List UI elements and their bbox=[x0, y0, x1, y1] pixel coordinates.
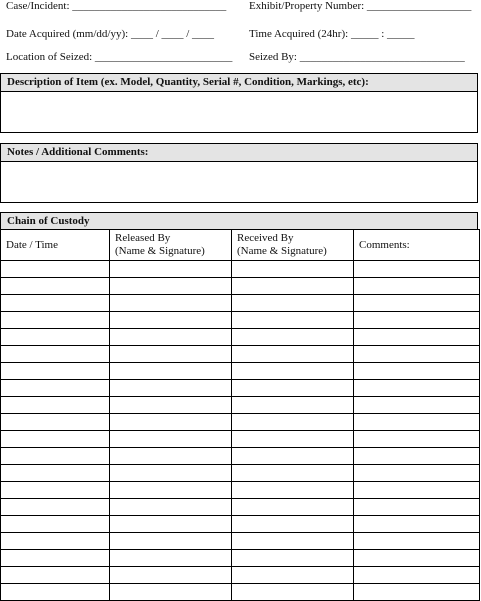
released-by-cell[interactable] bbox=[110, 550, 232, 567]
comments-cell[interactable] bbox=[354, 567, 480, 584]
column-header-line2: (Name & Signature) bbox=[115, 245, 205, 257]
table-header-row bbox=[1, 230, 480, 261]
table-row bbox=[1, 380, 480, 397]
released-by-cell[interactable] bbox=[110, 380, 232, 397]
column-header-line2: (Name & Signature) bbox=[237, 245, 327, 257]
chain-of-custody-heading: Chain of Custody bbox=[1, 213, 477, 230]
received-by-cell[interactable] bbox=[232, 380, 354, 397]
notes-input[interactable] bbox=[1, 162, 477, 207]
date-time-cell[interactable] bbox=[1, 414, 110, 431]
column-header-line1: Received By bbox=[237, 232, 294, 244]
table-row bbox=[1, 414, 480, 431]
released-by-cell[interactable] bbox=[110, 363, 232, 380]
received-by-cell[interactable] bbox=[232, 295, 354, 312]
location-seized-field[interactable]: Location of Seized: _________________________ bbox=[6, 51, 233, 63]
comments-cell[interactable] bbox=[354, 329, 480, 346]
table-row bbox=[1, 465, 480, 482]
released-by-cell[interactable] bbox=[110, 499, 232, 516]
date-time-cell[interactable] bbox=[1, 465, 110, 482]
date-time-cell[interactable] bbox=[1, 380, 110, 397]
seized-by-field[interactable]: Seized By: ______________________________ bbox=[249, 51, 465, 63]
notes-section bbox=[0, 143, 478, 203]
case-incident-field[interactable]: Case/Incident: ____________________________ bbox=[6, 0, 227, 12]
released-by-cell[interactable] bbox=[110, 295, 232, 312]
date-time-cell[interactable] bbox=[1, 278, 110, 295]
column-header-line1: Date / Time bbox=[6, 238, 58, 251]
received-by-cell[interactable] bbox=[232, 261, 354, 278]
chain-of-custody-table bbox=[0, 229, 480, 601]
received-by-cell[interactable] bbox=[232, 278, 354, 295]
table-row bbox=[1, 312, 480, 329]
date-time-cell[interactable] bbox=[1, 329, 110, 346]
released-by-cell[interactable] bbox=[110, 448, 232, 465]
date-time-cell[interactable] bbox=[1, 550, 110, 567]
description-heading: Description of Item (ex. Model, Quantity, Serial #, Condition, Markings, etc): bbox=[1, 74, 477, 92]
comments-cell[interactable] bbox=[354, 482, 480, 499]
comments-cell[interactable] bbox=[354, 261, 480, 278]
comments-cell[interactable] bbox=[354, 465, 480, 482]
date-acquired-field[interactable]: Date Acquired (mm/dd/yy): ____ / ____ / ____ bbox=[6, 28, 215, 40]
description-input[interactable] bbox=[1, 92, 477, 137]
received-by-cell[interactable] bbox=[232, 363, 354, 380]
received-by-cell[interactable] bbox=[232, 329, 354, 346]
received-by-cell[interactable] bbox=[232, 414, 354, 431]
received-by-cell[interactable] bbox=[232, 482, 354, 499]
time-acquired-field[interactable]: Time Acquired (24hr): _____ : _____ bbox=[249, 28, 415, 40]
table-row bbox=[1, 567, 480, 584]
comments-cell[interactable] bbox=[354, 380, 480, 397]
comments-cell[interactable] bbox=[354, 312, 480, 329]
released-by-cell[interactable] bbox=[110, 278, 232, 295]
chain-of-custody-section bbox=[0, 212, 478, 230]
received-by-cell[interactable] bbox=[232, 465, 354, 482]
table-row bbox=[1, 261, 480, 278]
column-header-line1: Released By bbox=[115, 232, 171, 244]
released-by-cell[interactable] bbox=[110, 465, 232, 482]
released-by-cell[interactable] bbox=[110, 346, 232, 363]
received-by-cell[interactable] bbox=[232, 533, 354, 550]
date-time-cell[interactable] bbox=[1, 363, 110, 380]
exhibit-number-field[interactable]: Exhibit/Property Number: ___________________ bbox=[249, 0, 472, 12]
released-by-cell[interactable] bbox=[110, 414, 232, 431]
received-by-cell[interactable] bbox=[232, 499, 354, 516]
received-by-cell[interactable] bbox=[232, 516, 354, 533]
column-header-released-by bbox=[110, 230, 232, 261]
date-time-cell[interactable] bbox=[1, 482, 110, 499]
table-row bbox=[1, 448, 480, 465]
date-time-cell[interactable] bbox=[1, 261, 110, 278]
description-section bbox=[0, 73, 478, 133]
received-by-cell[interactable] bbox=[232, 312, 354, 329]
date-time-cell[interactable] bbox=[1, 516, 110, 533]
received-by-cell[interactable] bbox=[232, 448, 354, 465]
table-row bbox=[1, 533, 480, 550]
date-time-cell[interactable] bbox=[1, 295, 110, 312]
table-row bbox=[1, 397, 480, 414]
table-row bbox=[1, 329, 480, 346]
column-header-comments bbox=[354, 230, 480, 261]
date-time-cell[interactable] bbox=[1, 448, 110, 465]
table-row bbox=[1, 363, 480, 380]
released-by-cell[interactable] bbox=[110, 431, 232, 448]
column-header-received-by bbox=[232, 230, 354, 261]
date-time-cell[interactable] bbox=[1, 431, 110, 448]
column-header-date-time bbox=[1, 230, 110, 261]
released-by-cell[interactable] bbox=[110, 533, 232, 550]
date-time-cell[interactable] bbox=[1, 584, 110, 601]
released-by-cell[interactable] bbox=[110, 516, 232, 533]
received-by-cell[interactable] bbox=[232, 584, 354, 601]
comments-cell[interactable] bbox=[354, 584, 480, 601]
comments-cell[interactable] bbox=[354, 414, 480, 431]
date-time-cell[interactable] bbox=[1, 567, 110, 584]
received-by-cell[interactable] bbox=[232, 397, 354, 414]
date-time-cell[interactable] bbox=[1, 499, 110, 516]
received-by-cell[interactable] bbox=[232, 431, 354, 448]
received-by-cell[interactable] bbox=[232, 567, 354, 584]
released-by-cell[interactable] bbox=[110, 329, 232, 346]
table-row bbox=[1, 516, 480, 533]
received-by-cell[interactable] bbox=[232, 346, 354, 363]
table-row bbox=[1, 278, 480, 295]
table-row bbox=[1, 482, 480, 499]
comments-cell[interactable] bbox=[354, 397, 480, 414]
date-time-cell[interactable] bbox=[1, 533, 110, 550]
date-time-cell[interactable] bbox=[1, 312, 110, 329]
comments-cell[interactable] bbox=[354, 448, 480, 465]
released-by-cell[interactable] bbox=[110, 312, 232, 329]
column-header-line1: Comments: bbox=[359, 238, 410, 251]
released-by-cell[interactable] bbox=[110, 584, 232, 601]
comments-cell[interactable] bbox=[354, 431, 480, 448]
comments-cell[interactable] bbox=[354, 516, 480, 533]
comments-cell[interactable] bbox=[354, 533, 480, 550]
comments-cell[interactable] bbox=[354, 278, 480, 295]
released-by-cell[interactable] bbox=[110, 261, 232, 278]
received-by-cell[interactable] bbox=[232, 550, 354, 567]
comments-cell[interactable] bbox=[354, 346, 480, 363]
comments-cell[interactable] bbox=[354, 363, 480, 380]
comments-cell[interactable] bbox=[354, 550, 480, 567]
notes-heading: Notes / Additional Comments: bbox=[1, 144, 477, 162]
table-row bbox=[1, 584, 480, 601]
comments-cell[interactable] bbox=[354, 295, 480, 312]
released-by-cell[interactable] bbox=[110, 482, 232, 499]
table-row bbox=[1, 346, 480, 363]
table-row bbox=[1, 499, 480, 516]
released-by-cell[interactable] bbox=[110, 397, 232, 414]
released-by-cell[interactable] bbox=[110, 567, 232, 584]
table-row bbox=[1, 295, 480, 312]
table-row bbox=[1, 550, 480, 567]
table-row bbox=[1, 431, 480, 448]
date-time-cell[interactable] bbox=[1, 397, 110, 414]
comments-cell[interactable] bbox=[354, 499, 480, 516]
date-time-cell[interactable] bbox=[1, 346, 110, 363]
